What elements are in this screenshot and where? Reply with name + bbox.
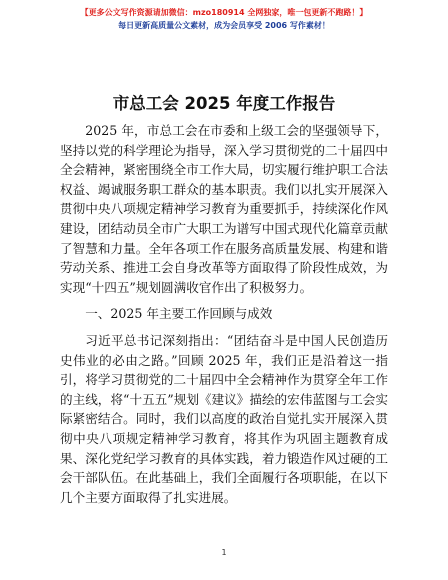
document-title: 市总工会 2025 年度工作报告	[112, 94, 336, 113]
intro-paragraph: 2025 年，市总工会在市委和上级工会的坚强领导下，坚持以党的科学理论为指导，深入学习贯彻党的二十届四中全会精神，紧密围绕全市工作大局，切实履行维护职工合法权益、竭诚服务职工群众的基本职责。我们以扎实开展深入贯彻中央八项规定精神学习教育为重要抓手，持续深化作风建设，团结动员全市广大职工为谱写中国式现代化篇章贡献了智慧和力量。全年各项工作在服务高质量发展、构建和谐劳动关系、推进工会自身改革等方面取得了阶段性成效，为实现“十四五”规划圆满收官作出了积极努力。	[60, 123, 388, 295]
page-number: 1	[221, 548, 227, 557]
promo-banner-line-1: 【更多公文写作资源请加微信：mzo180914 全网独家，唯一包更新不跑路！】	[80, 8, 368, 17]
promo-banner-line-2: 每日更新高质量公文素材，成为会员享受 2006 写作素材！	[118, 21, 330, 30]
section-paragraph: 习近平总书记深刻指出：“团结奋斗是中国人民创造历史伟业的必由之路。”回顾 2025 年，我们正是沿着这一指引，将学习贯彻党的二十届四中全会精神作为贯穿全年工作的主线，将“十五五”规划《建议》描绘的宏伟蓝图与工会实际紧密结合。同时，我们以高度的政治自觉扎实开展深入贯彻中央八项规定精神学习教育，将其作为巩固主题教育成果、深化党纪学习教育的具体实践，着力锻造作风过硬的工会干部队伍。在此基础上，我们全面履行各项职能，在以下几个主要方面取得了扎实进展。	[60, 332, 388, 505]
section-heading: 一、2025 年主要工作回顾与成效	[85, 306, 273, 322]
document-body	[60, 121, 388, 507]
